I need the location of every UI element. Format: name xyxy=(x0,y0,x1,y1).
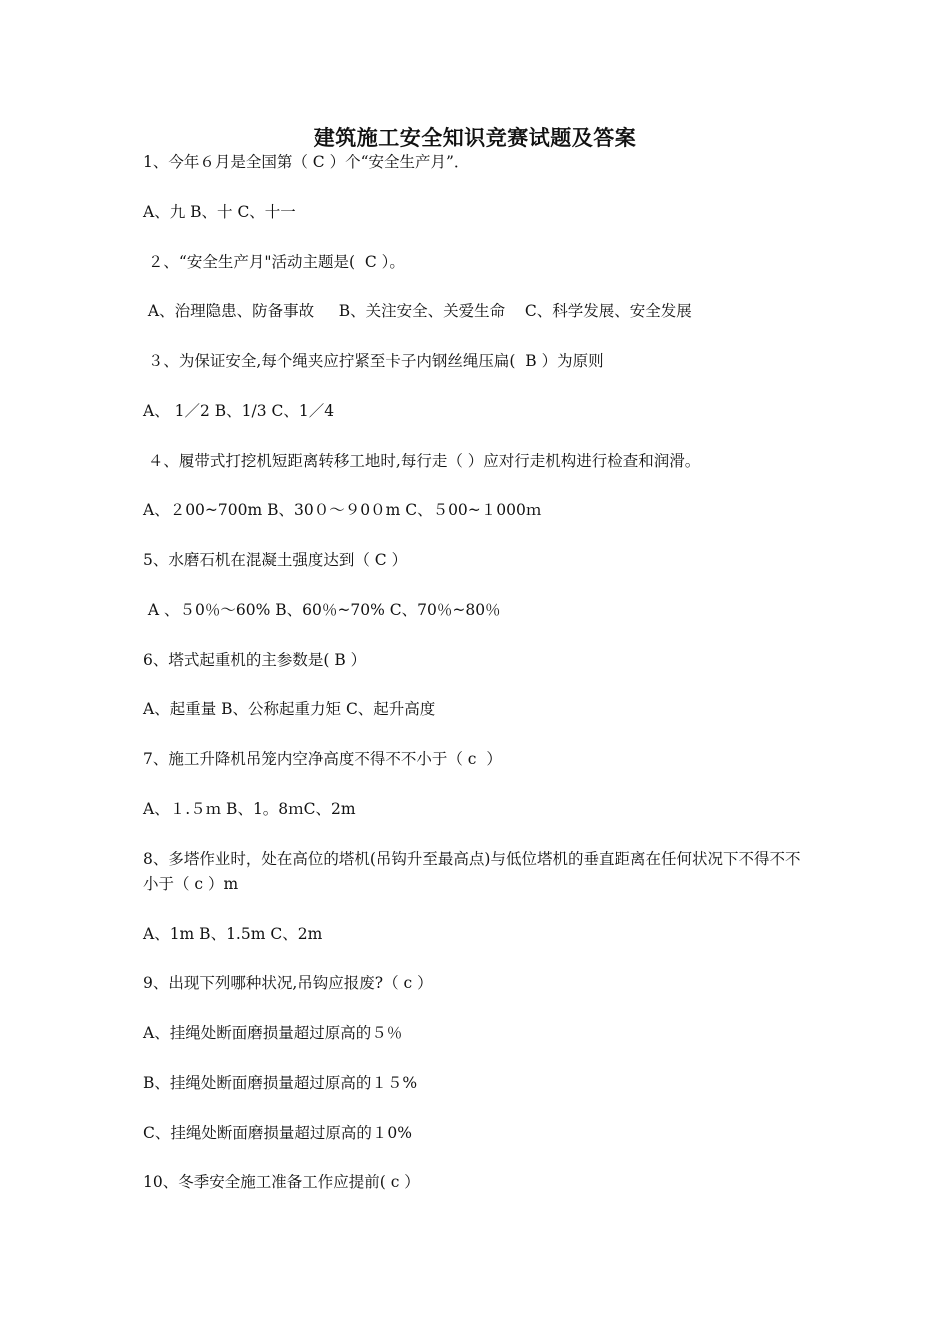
question-9: 9、出现下列哪种状况,吊钩应报废?（ c ） xyxy=(143,974,433,992)
question-6: 6、塔式起重机的主参数是( B ） xyxy=(143,651,367,669)
question-3: ３、为保证安全,每个绳夹应拧紧至卡子内钢丝绳压扁( B ）为原则 xyxy=(143,352,604,370)
question-5: 5、水磨石机在混凝土强度达到（ C ） xyxy=(143,551,408,569)
options-2: A、治理隐患、防备事故 B、关注安全、关爱生命 C、科学发展、安全发展 xyxy=(143,302,692,320)
question-7: 7、施工升降机吊笼内空净高度不得不不小于（ c ） xyxy=(143,750,502,768)
options-4: A、２00~700m B、30０～９0０m C、５00~１000ｍ xyxy=(143,501,542,519)
question-1: 1、今年６月是全国第（ C ）个“安全生产月”． xyxy=(143,153,470,171)
options-5: A 、５0％～60% B、60％~70% C、70％~80％ xyxy=(143,601,501,619)
option-9b: B、挂绳处断面磨损量超过原高的１５% xyxy=(143,1074,418,1092)
question-4: ４、履带式打挖机短距离转移工地时,每行走（ ）应对行走机构进行检查和润滑。 xyxy=(143,452,701,470)
options-3: A、 1／2 B、1/3 C、1／4 xyxy=(143,402,335,420)
options-1: A、九 B、十 C、十一 xyxy=(143,203,296,221)
question-8: 8、多塔作业时，处在高位的塔机(吊钩升至最高点)与低位塔机的垂直距离在任何状况下不得不不小于（ c ）m xyxy=(143,850,801,893)
page-title: 建筑施工安全知识竞赛试题及答案 xyxy=(313,126,637,150)
option-9c: C、挂绳处断面磨损量超过原高的１0% xyxy=(143,1124,412,1142)
options-7: A、１.５ｍ B、1。8ｍC、2m xyxy=(143,800,356,818)
options-8: A、1m B、1.5m C、2m xyxy=(143,925,323,943)
option-9a: A、挂绳处断面磨损量超过原高的５％ xyxy=(143,1024,403,1042)
question-2: ２、“安全生产月"活动主题是( C ）。 xyxy=(143,253,405,271)
question-10: 10、冬季安全施工准备工作应提前( c ） xyxy=(143,1173,420,1191)
options-6: A、起重量 B、公称起重力矩 C、起升高度 xyxy=(143,700,436,718)
